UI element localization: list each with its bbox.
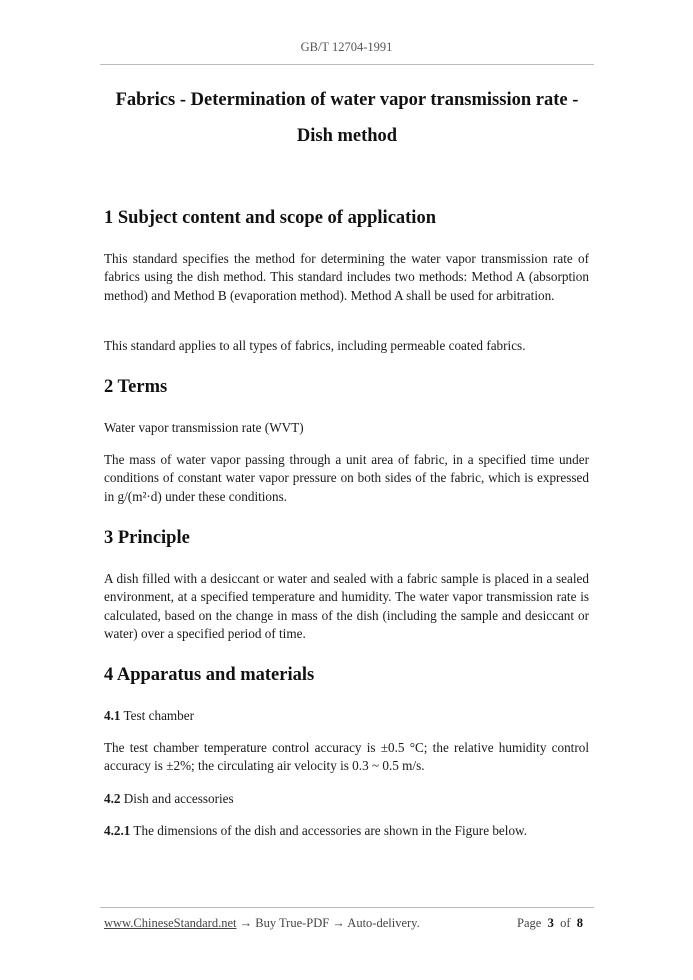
clause-4-1-number: 4.1 xyxy=(104,708,121,723)
clause-4-2-title: Dish and accessories xyxy=(120,791,234,806)
clause-4-1 xyxy=(104,707,589,725)
clause-4-2-1-text: The dimensions of the dish and accessories are shown in the Figure below. xyxy=(130,823,528,838)
footer-divider xyxy=(100,907,594,908)
header-divider xyxy=(100,64,594,65)
section-1-heading: 1 Subject content and scope of application xyxy=(104,208,436,228)
clause-4-2 xyxy=(104,790,589,808)
clause-4-1-body: The test chamber temperature control accuracy is ±0.5 °C; the relative humidity control accuracy is ±2%; the circulating air velocity is 0.3 ~ 0.5 m/s. xyxy=(104,740,589,774)
footer-source xyxy=(104,916,420,931)
term-name: Water vapor transmission rate (WVT) xyxy=(104,420,304,435)
document-title-line1: Fabrics - Determination of water vapor transmission rate - xyxy=(115,90,579,110)
section-1-paragraph-2: This standard applies to all types of fabrics, including permeable coated fabrics. xyxy=(104,338,526,353)
footer-delivery-text: → Buy True-PDF → Auto-delivery. xyxy=(236,916,420,930)
section-2-heading: 2 Terms xyxy=(104,377,168,397)
section-3-paragraph: A dish filled with a desiccant or water and sealed with a fabric sample is placed in a sealed environment, at a specified temperature and humidity. The water vapor transmission rate is calculated, based on the change in mass of the dish (including the sample and desiccant or water) over a specified period of time. xyxy=(104,571,589,641)
section-1-paragraph-1: This standard specifies the method for determining the water vapor transmission rate of fabrics using the dish method. This standard includes two methods: Method A (absorption method) and Method B (evaporation method). Method A shall be used for arbitration. xyxy=(104,251,589,303)
clause-4-2-1 xyxy=(104,822,589,840)
section-3-heading: 3 Principle xyxy=(104,528,190,548)
site-link[interactable]: www.ChineseStandard.net xyxy=(104,916,237,930)
clause-4-2-number: 4.2 xyxy=(104,791,121,806)
section-4-heading: 4 Apparatus and materials xyxy=(104,665,315,685)
of-label: of xyxy=(560,916,571,930)
total-pages: 8 xyxy=(576,916,583,930)
standard-code: GB/T 12704-1991 xyxy=(300,40,393,54)
current-page: 3 xyxy=(547,916,554,930)
clause-4-1-title: Test chamber xyxy=(120,708,195,723)
document-title-line2: Dish method xyxy=(296,126,398,146)
clause-4-2-1-number: 4.2.1 xyxy=(104,823,131,838)
page-label: Page xyxy=(517,916,542,930)
term-definition: The mass of water vapor passing through a unit area of fabric, in a specified time under conditions of constant water vapor pressure on both sides of the fabric, which is expressed in g/(m²·d) under these conditions. xyxy=(104,452,589,504)
page-indicator xyxy=(517,916,583,931)
